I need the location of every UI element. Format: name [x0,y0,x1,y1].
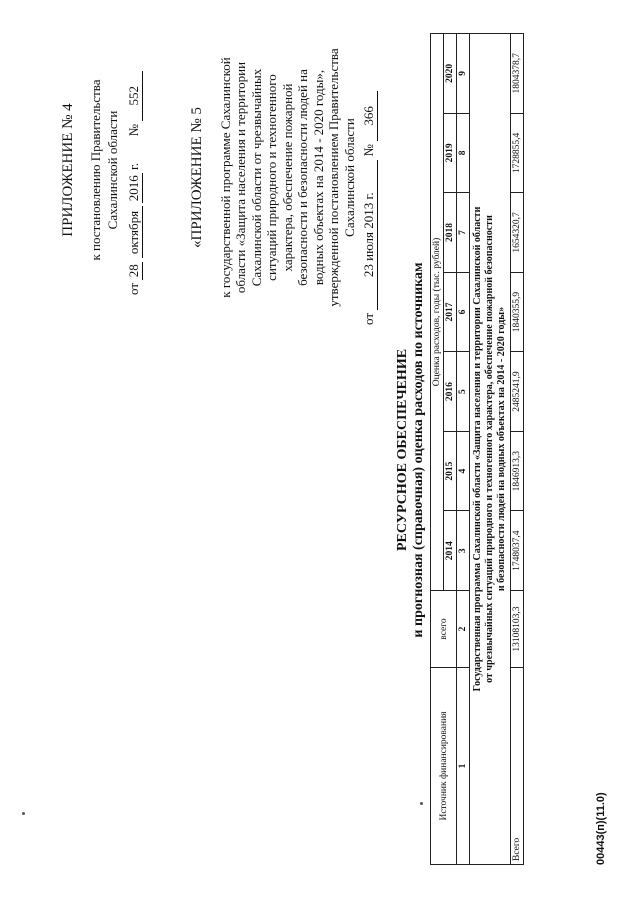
col-group-header: Оценка расходов, годы (тыс. рублей) [431,34,444,591]
program-date-line [361,30,378,325]
program-line-6: безопасности и безопасности людей на [295,69,310,286]
program-row [470,34,511,865]
year-header: 2019 [444,113,457,193]
year-header: 2015 [444,431,457,511]
col-number: 8 [457,113,470,193]
column-number-row [457,34,470,865]
program-number: 366 [361,91,378,141]
col-number: 9 [457,34,470,114]
row-label: Всего [511,668,524,865]
program-line-5: характера, обеспечение пожарной [279,83,295,272]
appendix-4-block [60,45,143,295]
program-line-7: водных объектах на 2014 - 2020 годы», [310,69,326,286]
program-line-4: ситуаций природного и техногенного [264,74,279,281]
table-header-row [431,34,444,865]
program-name-line: от чрезвычайных ситуаций природного и техногенного характера, обеспечение пожарной безопасности [484,215,495,683]
date-day: 28 [125,262,143,280]
col-number: 6 [457,272,470,352]
number-label: № [126,123,141,137]
program-from-label: от [361,312,376,325]
col-total-header: всего [431,591,457,668]
col-number: 1 [457,668,470,865]
resource-subtitle: и прогнозная (справочная) оценка расходов по источникам [411,262,426,638]
scan-speck [420,802,423,805]
value-total: 13108103,3 [511,591,524,668]
from-label: от [126,282,141,295]
program-name-cell [470,34,511,865]
appendix-4-date-line [125,45,143,295]
col-number: 4 [457,431,470,511]
program-line-1: к государственной программе Сахалинской [217,57,233,298]
value-2017: 1840355,9 [511,272,524,352]
program-line-8: утвержденной постановлением Правительства [326,48,341,307]
col-number: 5 [457,352,470,432]
program-line-2: области «Защита населения и территории [233,61,248,294]
resource-title-block [395,75,427,825]
appendix-4-line2: Сахалинской области [105,110,120,230]
program-date: 23 июля 2013 г. [361,160,378,310]
table-row-total [511,34,524,865]
program-line-3: Сахалинской области от чрезвычайных [248,68,264,287]
scan-speck [22,812,25,815]
date-year: 2016 [126,175,141,202]
year-header: 2017 [444,272,457,352]
appendix-4-line1: к постановлению Правительства [88,79,103,261]
date-month: октября [125,206,143,258]
program-appendix-block [190,30,378,325]
resource-title: РЕСУРСНОЕ ОБЕСПЕЧЕНИЕ [395,348,410,552]
year-suffix: г. [126,162,141,170]
program-number-label: № [361,144,376,157]
decree-number: 552 [125,71,143,121]
value-2018: 1654320,7 [511,193,524,273]
program-line-9: Сахалинской области [341,118,357,237]
value-2014: 1748037,4 [511,511,524,591]
value-2015: 1846913,3 [511,431,524,511]
value-2020: 1804378,7 [511,34,524,114]
program-appendix-title: «ПРИЛОЖЕНИЕ № 5 [189,107,205,248]
year-header: 2018 [444,193,457,273]
document-code: 00443(п)(11.0) [595,792,607,865]
funding-table [430,33,524,865]
value-2019: 1728855,4 [511,113,524,193]
program-name-line: Государственная программа Сахалинской области «Защита населения и территории Сахалинской области [472,206,483,692]
program-name-line: и безопасности людей на водных объектах на 2014 - 2020 годы» [496,306,507,592]
value-2016: 2485241,9 [511,352,524,432]
col-number: 2 [457,591,470,668]
year-header: 2016 [444,352,457,432]
year-header: 2020 [444,34,457,114]
year-header: 2014 [444,511,457,591]
appendix-4-title: ПРИЛОЖЕНИЕ № 4 [60,103,76,237]
col-source-header: Источник финансирования [431,668,457,865]
col-number: 3 [457,511,470,591]
col-number: 7 [457,193,470,273]
